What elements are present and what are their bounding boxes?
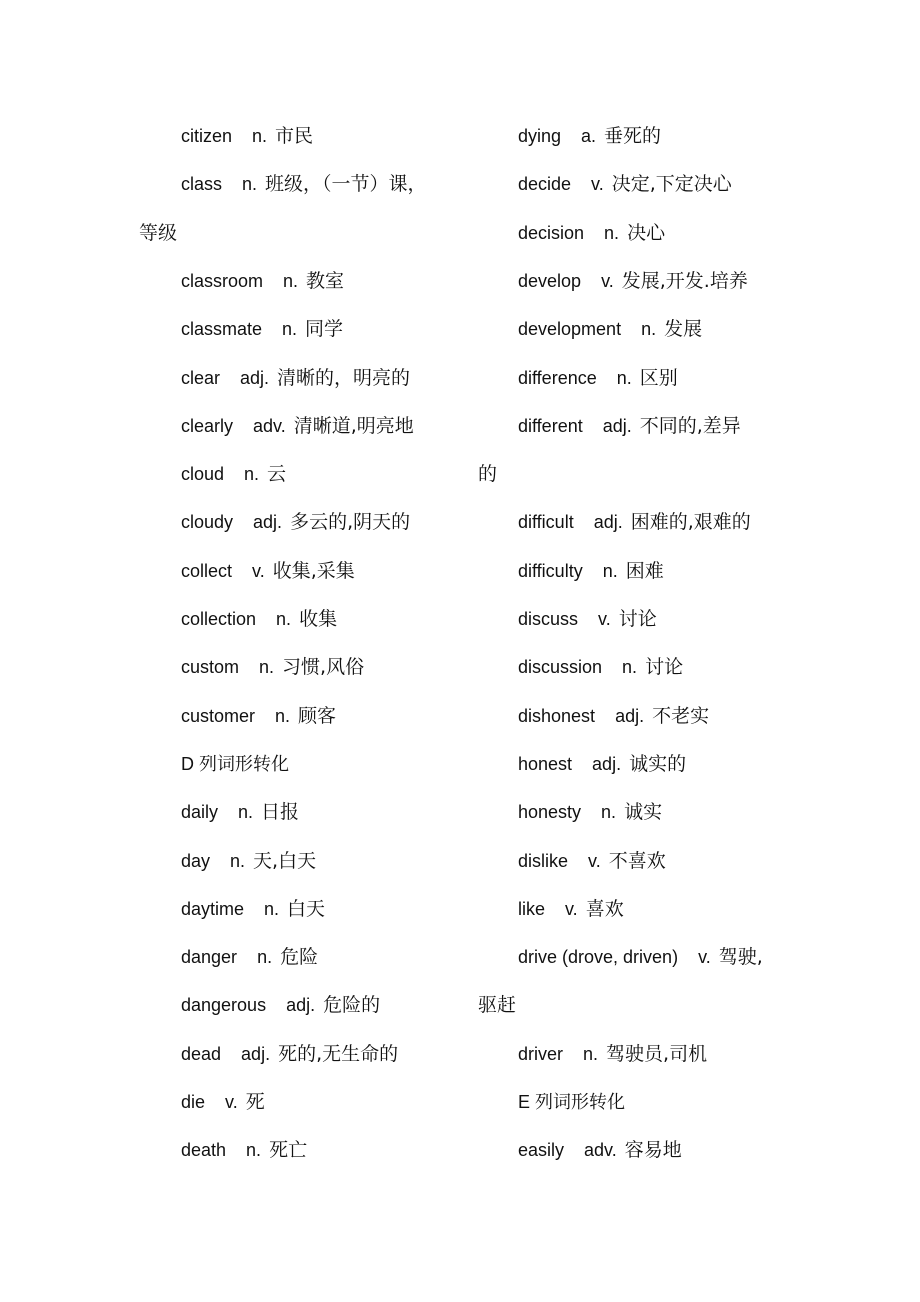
entry-meaning: 不同的,差异 [639,414,741,437]
vocab-entry [181,894,325,924]
entry-meaning: 收集 [299,608,338,630]
entry-word: difficulty [518,560,583,581]
entry-meaning: 死 [245,1091,265,1113]
vocab-entry [518,797,662,827]
entry-word: D 列词形转化 [181,753,289,774]
vocab-entry [181,797,299,827]
entry-pos: adv. [584,1140,617,1161]
entry-word: clearly [181,415,234,436]
entry-meaning: 死亡 [269,1139,308,1162]
vocab-entry [181,990,380,1020]
entry-meaning: 班级，（一节）课， [265,173,427,196]
entry-pos: adj. [240,367,270,388]
vocab-entry [518,411,741,441]
entry-word: development [518,319,622,340]
entry-pos: adj. [241,1043,271,1064]
vocab-entry [181,507,410,537]
entry-meaning: 死的,无生命的 [278,1042,399,1065]
entry-pos: n. [244,464,260,485]
entry-word: die [181,1092,206,1112]
vocab-entry [181,556,355,586]
entry-meaning: 教室 [306,269,345,292]
entry-pos: v. [565,898,578,919]
entry-meaning: 危险 [280,946,319,969]
entry-pos: n. [252,126,268,146]
entry-word: honesty [518,802,582,823]
entry-meaning: 容易地 [624,1139,682,1162]
vocab-entry [518,1039,707,1069]
entry-meaning: 驾驶员,司机 [606,1042,708,1065]
entry-meaning: 天,白天 [253,849,317,872]
vocab-entry [518,556,664,586]
entry-meaning: 诚实的 [629,752,687,775]
entry-pos: adj. [253,512,283,533]
vocab-entry [518,942,763,972]
vocab-entry [181,701,336,731]
entry-meaning: 困难的,艰难的 [630,511,751,534]
entry-pos: v. [601,270,614,291]
vocab-entry [181,314,343,344]
entry-pos: n. [246,1140,262,1161]
entry-word: drive (drove, driven) [518,947,679,968]
entry-pos: v. [591,174,604,195]
entry-meaning: 多云的,阴天的 [290,511,411,534]
entry-word: danger [181,947,238,968]
entry-meaning: 市民 [275,125,314,147]
entry-word: clear [181,367,221,388]
entry-pos: v. [225,1092,238,1112]
vocab-entry [181,363,410,393]
entry-pos: n. [622,657,638,678]
entry-word: easily [518,1140,565,1161]
entry-pos: v. [588,850,601,871]
entry-meaning: 清晰的，明亮的 [277,366,411,389]
entry-pos: v. [252,560,265,581]
entry-meaning: 发展 [664,318,703,341]
entry-meaning: 云 [267,463,287,486]
entry-word: honest [518,753,573,774]
entry-pos: n. [283,270,299,291]
entry-meaning: 顾客 [298,704,337,727]
vocab-entry [518,507,751,537]
entry-word: difficult [518,512,574,533]
entry-word: death [181,1140,227,1161]
meaning-continuation: 等级 [139,221,178,244]
entry-meaning: 日报 [261,801,300,824]
entry-pos: adj. [602,415,632,436]
vocab-entry [518,169,732,199]
entry-pos: adv. [253,415,286,436]
entry-word: classmate [181,319,263,340]
vocab-entry [181,1087,265,1117]
entry-word: collection [181,609,257,629]
vocab-entry [181,1135,307,1165]
entry-word: class [181,174,223,195]
entry-pos: adj. [593,512,623,533]
vocab-entry [181,604,337,634]
entry-word: different [518,415,583,436]
entry-word: classroom [181,270,264,291]
entry-pos: n. [242,174,258,195]
entry-continuation [478,990,516,1020]
vocab-entry [518,894,624,924]
entry-word: like [518,898,546,919]
vocab-entry [181,652,364,682]
entry-pos: n. [601,802,617,823]
entry-meaning: 讨论 [645,656,684,679]
entry-meaning: 驾驶, [718,946,763,969]
entry-pos: n. [230,850,246,871]
vocab-entry [181,169,427,199]
vocab-entry [518,604,657,634]
entry-word: daytime [181,898,245,919]
vocab-entry [181,942,318,972]
entry-meaning: 收集,采集 [272,559,355,582]
entry-pos: n. [616,367,632,388]
entry-word: dangerous [181,995,267,1016]
entry-meaning: 危险的 [323,994,381,1017]
entry-meaning: 区别 [639,366,678,389]
entry-pos: v. [598,609,611,629]
entry-pos: a. [581,126,597,146]
vocab-entry [181,411,414,441]
entry-pos: n. [257,947,273,968]
entry-word: dead [181,1043,222,1064]
entry-meaning: 清晰道,明亮地 [293,414,414,437]
vocab-entry [518,749,686,779]
vocab-entry [518,846,666,876]
vocab-entry [181,749,317,779]
entry-meaning: 同学 [305,318,344,341]
vocab-entry [518,314,702,344]
entry-pos: n. [583,1043,599,1064]
entry-continuation [139,218,177,248]
entry-pos: n. [238,802,254,823]
vocab-entry [518,652,683,682]
vocab-entry [518,121,661,151]
entry-meaning: 决定,下定决心 [611,173,732,196]
entry-pos: n. [604,222,620,243]
entry-meaning: 白天 [287,897,326,920]
entry-word: driver [518,1043,564,1064]
vocab-entry [181,1039,398,1069]
meaning-continuation: 驱赶 [478,994,517,1017]
entry-word: customer [181,705,256,726]
entry-pos: n. [275,705,291,726]
entry-meaning: 讨论 [618,608,657,630]
entry-word: decision [518,222,585,243]
vocab-entry [181,121,313,151]
vocab-entry [518,1135,682,1165]
entry-word: dying [518,126,562,146]
vocab-entry [518,266,748,296]
entry-meaning: 垂死的 [604,125,662,147]
entry-word: cloud [181,464,225,485]
entry-pos: adj. [286,995,316,1016]
entry-pos: n. [282,319,298,340]
entry-pos: n. [602,560,618,581]
meaning-continuation: 的 [478,463,498,486]
entry-meaning: 喜欢 [585,897,624,920]
entry-word: daily [181,802,219,823]
entry-pos: adj. [592,753,622,774]
entry-word: decide [518,174,572,195]
entry-word: citizen [181,126,233,146]
vocab-entry [181,846,316,876]
vocab-entry [518,363,678,393]
entry-meaning: 困难 [625,559,664,582]
entry-word: difference [518,367,597,388]
entry-meaning: 决心 [627,221,666,244]
vocab-entry [518,218,665,248]
entry-word: develop [518,270,582,291]
entry-word: collect [181,560,233,581]
entry-word: cloudy [181,512,234,533]
entry-pos: n. [276,609,292,629]
entry-word: E 列词形转化 [518,1092,626,1112]
entry-meaning: 不老实 [652,704,710,727]
entry-pos: n. [264,898,280,919]
vocab-entry [518,701,709,731]
entry-word: day [181,850,211,871]
entry-pos: adj. [615,705,645,726]
entry-word: discussion [518,657,603,678]
entry-meaning: 诚实 [624,801,663,824]
entry-pos: n. [259,657,275,678]
vocab-entry [181,459,286,489]
entry-word: dislike [518,850,569,871]
entry-meaning: 习惯,风俗 [282,656,365,679]
entry-word: custom [181,657,240,678]
entry-continuation [478,459,497,489]
entry-word: dishonest [518,705,596,726]
vocab-entry [518,1087,653,1117]
entry-meaning: 发展,开发.培养 [621,269,748,292]
vocab-entry [181,266,344,296]
entry-pos: v. [698,947,711,968]
entry-meaning: 不喜欢 [608,849,666,872]
entry-word: discuss [518,609,579,629]
entry-pos: n. [641,319,657,340]
